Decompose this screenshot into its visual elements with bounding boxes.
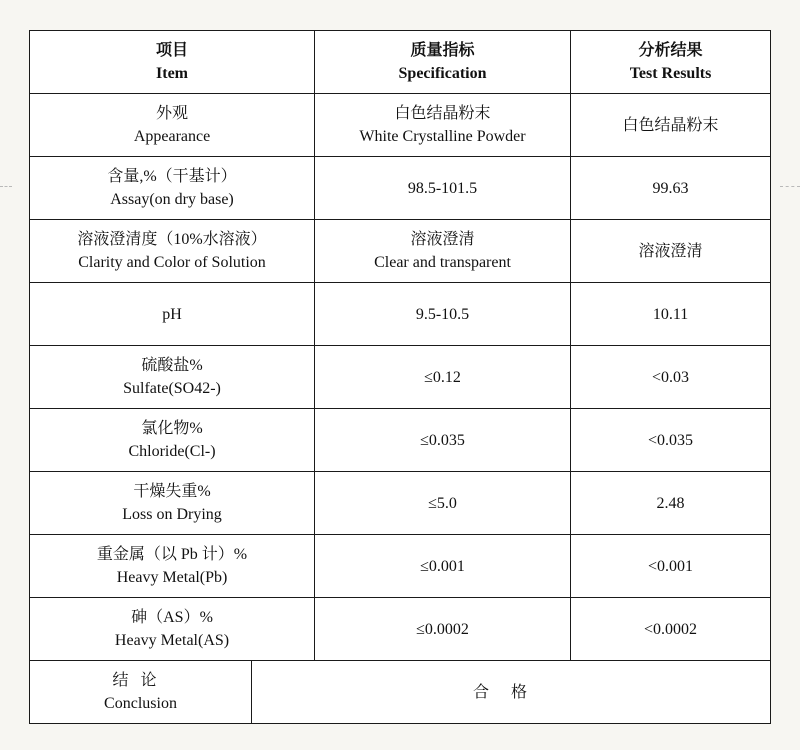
item-cell bbox=[30, 598, 315, 661]
header-specification bbox=[315, 31, 571, 94]
item-zh: 重金属（以 Pb 计）% bbox=[96, 546, 248, 563]
header-result-zh: 分析结果 bbox=[638, 42, 703, 59]
result-cell: <0.001 bbox=[571, 535, 771, 598]
table-row-ph bbox=[30, 283, 771, 346]
item-zh: 砷（AS）% bbox=[131, 609, 213, 626]
header-spec-zh: 质量指标 bbox=[410, 42, 475, 59]
table-row-assay bbox=[30, 157, 771, 220]
item-en: Heavy Metal(Pb) bbox=[116, 569, 228, 586]
spec-cell bbox=[315, 220, 571, 283]
table-row-loss-on-drying bbox=[30, 472, 771, 535]
table-row-sulfate bbox=[30, 346, 771, 409]
scan-mark-left bbox=[0, 186, 12, 187]
item-en: Chloride(Cl-) bbox=[128, 443, 216, 460]
header-item bbox=[30, 31, 315, 94]
item-zh: 干燥失重% bbox=[133, 483, 211, 500]
result-cell: <0.03 bbox=[571, 346, 771, 409]
conclusion-label-zh: 结论 bbox=[112, 672, 169, 689]
header-item-zh: 项目 bbox=[156, 42, 189, 59]
item-en: Assay(on dry base) bbox=[110, 191, 234, 208]
result-cell: <0.035 bbox=[571, 409, 771, 472]
item-en: Heavy Metal(AS) bbox=[114, 632, 230, 649]
header-item-en: Item bbox=[156, 65, 188, 82]
table-row-heavy-metal-pb bbox=[30, 535, 771, 598]
item-cell bbox=[30, 535, 315, 598]
item-cell bbox=[30, 346, 315, 409]
spec-cell: ≤0.12 bbox=[315, 346, 571, 409]
result-cell: 溶液澄清 bbox=[571, 220, 771, 283]
spec-cell: ≤0.0002 bbox=[315, 598, 571, 661]
header-result-en: Test Results bbox=[629, 65, 712, 82]
spec-cell: 9.5-10.5 bbox=[315, 283, 571, 346]
header-spec-en: Specification bbox=[398, 65, 487, 82]
item-cell bbox=[30, 472, 315, 535]
conclusion-value: 合格 bbox=[252, 661, 771, 724]
spec-cell: ≤5.0 bbox=[315, 472, 571, 535]
item-cell bbox=[30, 220, 315, 283]
result-cell: 10.11 bbox=[571, 283, 771, 346]
item-zh: 氯化物% bbox=[141, 420, 203, 437]
scan-mark-right bbox=[780, 186, 800, 187]
specification-table bbox=[29, 30, 771, 724]
spec-cell bbox=[315, 94, 571, 157]
spec-zh: 白色结晶粉末 bbox=[394, 105, 491, 122]
result-cell: 白色结晶粉末 bbox=[571, 94, 771, 157]
spec-zh: 溶液澄清 bbox=[410, 231, 475, 248]
header-row bbox=[30, 31, 771, 94]
item-en: Clarity and Color of Solution bbox=[78, 254, 266, 271]
table-row-appearance bbox=[30, 94, 771, 157]
item-cell: pH bbox=[30, 283, 315, 346]
result-cell: 99.63 bbox=[571, 157, 771, 220]
item-zh: 硫酸盐% bbox=[141, 357, 203, 374]
table-row-chloride bbox=[30, 409, 771, 472]
table-row-heavy-metal-as bbox=[30, 598, 771, 661]
item-cell bbox=[30, 157, 315, 220]
item-en: Sulfate(SO42-) bbox=[123, 380, 221, 397]
item-en: Appearance bbox=[133, 128, 211, 145]
spec-en: White Crystalline Powder bbox=[359, 128, 526, 145]
conclusion-label-en: Conclusion bbox=[104, 695, 177, 712]
item-zh: 溶液澄清度（10%水溶液） bbox=[77, 231, 267, 248]
conclusion-label bbox=[30, 661, 252, 724]
conclusion-row bbox=[30, 661, 771, 724]
result-cell: <0.0002 bbox=[571, 598, 771, 661]
item-zh: 外观 bbox=[156, 105, 189, 122]
item-zh: 含量,%（干基计） bbox=[107, 168, 237, 185]
table-row-clarity bbox=[30, 220, 771, 283]
item-cell bbox=[30, 94, 315, 157]
spec-cell: ≤0.035 bbox=[315, 409, 571, 472]
spec-cell: ≤0.001 bbox=[315, 535, 571, 598]
item-en: Loss on Drying bbox=[122, 506, 222, 523]
spec-en: Clear and transparent bbox=[374, 254, 511, 271]
result-cell: 2.48 bbox=[571, 472, 771, 535]
item-cell bbox=[30, 409, 315, 472]
spec-cell: 98.5-101.5 bbox=[315, 157, 571, 220]
header-results bbox=[571, 31, 771, 94]
